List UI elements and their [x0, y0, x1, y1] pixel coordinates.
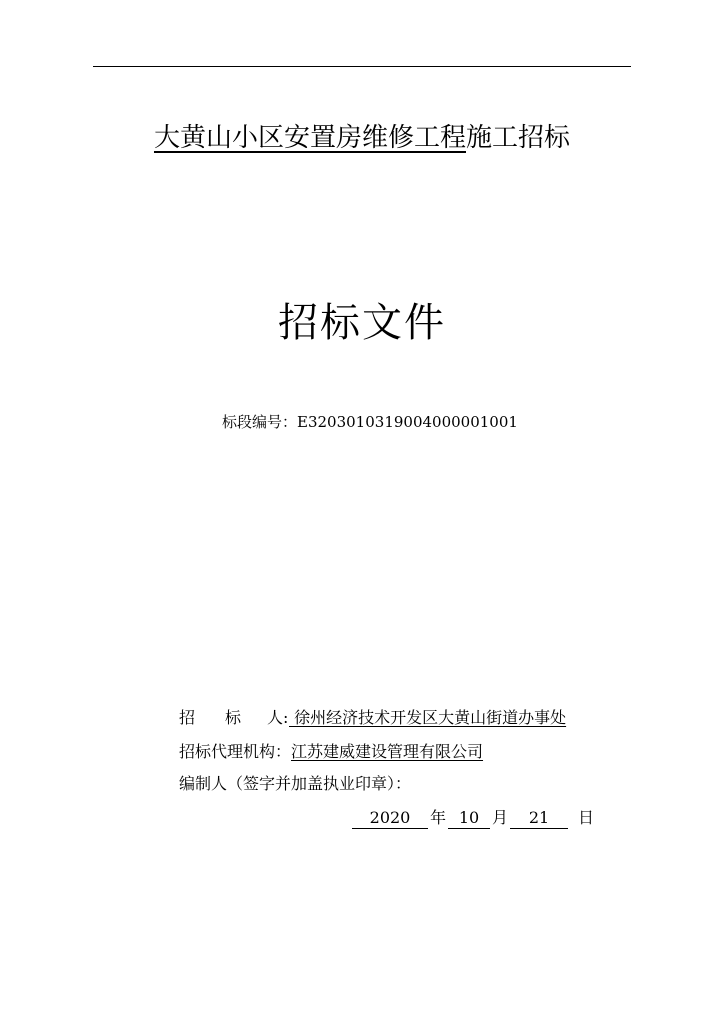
date-year-unit: 年 [430, 808, 447, 827]
date-row [352, 806, 596, 830]
tenderer-label [179, 706, 289, 730]
header-rule [93, 66, 631, 67]
date-month: 10 [448, 808, 490, 829]
project-title-suffix: 施工招标 [466, 123, 571, 153]
project-name: 大黄山小区安置房维修工程 [153, 123, 466, 153]
preparer-label: 编制人（签字并加盖执业印章）： [179, 774, 412, 793]
document-title: 招标文件 [278, 300, 446, 346]
project-title [0, 118, 724, 158]
tenderer-value: 徐州经济技术开发区大黄山街道办事处 [289, 708, 567, 727]
section-number-label: 标段编号： [222, 413, 298, 431]
date-day-unit: 日 [578, 808, 595, 827]
date-year: 2020 [352, 808, 428, 829]
section-number-value: E3203010319004000001001 [297, 413, 518, 431]
agency-row [179, 740, 483, 764]
date-month-unit: 月 [492, 808, 509, 827]
agency-label: 招标代理机构： [179, 742, 292, 761]
tenderer-row [179, 706, 566, 730]
agency-value: 江苏建威建设管理有限公司 [291, 742, 484, 761]
date-day: 21 [510, 808, 568, 829]
tenderer-label-char: 招 [179, 708, 196, 727]
tenderer-label-char: 标 [225, 708, 242, 727]
preparer-row [179, 772, 411, 796]
section-number [222, 411, 518, 433]
tenderer-label-char: 人: [267, 708, 289, 727]
